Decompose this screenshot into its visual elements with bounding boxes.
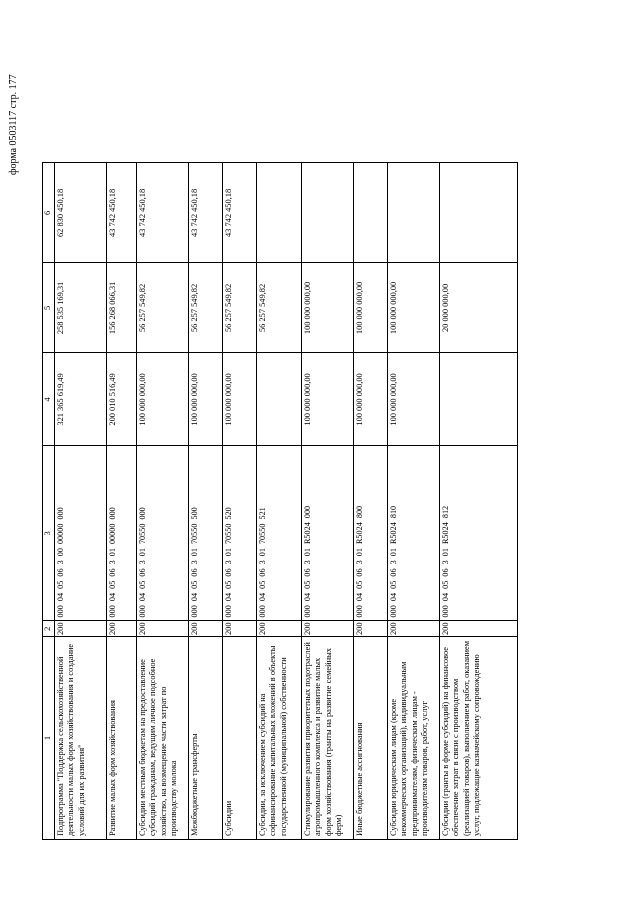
approved-amount: 100 000 000,00 [301,353,353,446]
row-name: Субсидии (гранты в форме субсидий) на финансовое обеспечение затрат в связи с производством (реализацией товаров), выполнением работ, оказанием услуг, подлежащие казначейскому сопровождению [439,637,517,840]
unexecuted-amount [387,163,439,263]
table-row [301,163,353,840]
unexecuted-amount: 62 830 450,18 [54,163,106,263]
executed-amount: 56 257 549,82 [222,263,256,353]
column-header: 4 [43,353,55,446]
line-code: 200 [353,621,387,637]
executed-amount: 156 268 066,31 [106,263,136,353]
executed-amount: 100 000 000,00 [301,263,353,353]
line-code: 200 [222,621,256,637]
executed-amount: 56 257 549,82 [256,263,301,353]
executed-amount: 258 535 169,31 [54,263,106,353]
row-name: Развитие малых форм хозяйствования [106,637,136,840]
table-row [387,163,439,840]
budget-classification-code: 000 04 05 06 3 01 00000 000 [106,446,136,621]
executed-amount: 20 000 000,00 [439,263,517,353]
table-row [353,163,387,840]
approved-amount: 100 000 000,00 [222,353,256,446]
column-header: 3 [43,446,55,621]
unexecuted-amount: 43 742 450,18 [188,163,222,263]
row-name: Межбюджетные трансферты [188,637,222,840]
executed-amount: 56 257 549,82 [136,263,188,353]
budget-classification-code: 000 04 05 06 3 00 00000 000 [54,446,106,621]
row-name: Стимулирование развития приоритетных подотраслей агропромышленного комплекса и развитие малых форм хозяйствования (гранты на развитие семейных ферм) [301,637,353,840]
approved-amount: 321 365 619,49 [54,353,106,446]
line-code: 200 [136,621,188,637]
column-header: 1 [43,637,55,840]
table-row [136,163,188,840]
unexecuted-amount: 43 742 450,18 [222,163,256,263]
budget-classification-code: 000 04 05 06 3 01 70550 521 [256,446,301,621]
budget-classification-code: 000 04 05 06 3 01 R5024 000 [301,446,353,621]
approved-amount [439,353,517,446]
budget-classification-code: 000 04 05 06 3 01 70550 500 [188,446,222,621]
budget-classification-code: 000 04 05 06 3 01 R5024 810 [387,446,439,621]
column-header: 5 [43,263,55,353]
budget-classification-code: 000 04 05 06 3 01 70550 000 [136,446,188,621]
executed-amount: 56 257 549,82 [188,263,222,353]
column-header: 6 [43,163,55,263]
unexecuted-amount [256,163,301,263]
budget-classification-code: 000 04 05 06 3 01 R5024 800 [353,446,387,621]
row-name: Иные бюджетные ассигнования [353,637,387,840]
line-code: 200 [54,621,106,637]
approved-amount [256,353,301,446]
unexecuted-amount [301,163,353,263]
unexecuted-amount: 43 742 450,18 [106,163,136,263]
table-row [188,163,222,840]
row-name: Субсидии [222,637,256,840]
row-name: Подпрограмма "Поддержка сельскохозяйственной деятельности малых форм хозяйствования и создание условий для их развития" [54,637,106,840]
line-code: 200 [106,621,136,637]
table-row [106,163,136,840]
approved-amount: 100 000 000,00 [136,353,188,446]
executed-amount: 100 000 000,00 [387,263,439,353]
budget-classification-code: 000 04 05 06 3 01 70550 520 [222,446,256,621]
line-code: 200 [256,621,301,637]
table-row [222,163,256,840]
table-row [54,163,106,840]
unexecuted-amount [353,163,387,263]
row-name: Субсидии местным бюджетам на предоставление субсидий гражданам, ведущим личное подсобное хозяйство, на возмещение части затрат по производству молока [136,637,188,840]
form-label: форма 0503117 стр. 177 [8,74,19,175]
approved-amount: 100 000 000,00 [353,353,387,446]
table-row [439,163,517,840]
column-number-row [43,163,55,840]
row-name: Субсидии юридическим лицам (кроме некоммерческих организаций), индивидуальным предпринимателям, физическим лицам - производителям товаров, работ, услуг [387,637,439,840]
line-code: 200 [439,621,517,637]
row-name: Субсидии, за исключением субсидий на софинансирование капитальных вложений в объекты государственной (муниципальной) собственности [256,637,301,840]
budget-classification-code: 000 04 05 06 3 01 R5024 812 [439,446,517,621]
approved-amount: 100 000 000,00 [387,353,439,446]
approved-amount: 200 010 516,49 [106,353,136,446]
unexecuted-amount [439,163,517,263]
budget-table [42,162,518,840]
line-code: 200 [387,621,439,637]
line-code: 200 [301,621,353,637]
executed-amount: 100 000 000,00 [353,263,387,353]
approved-amount: 100 000 000,00 [188,353,222,446]
line-code: 200 [188,621,222,637]
table-row [256,163,301,840]
unexecuted-amount: 43 742 450,18 [136,163,188,263]
column-header: 2 [43,621,55,637]
